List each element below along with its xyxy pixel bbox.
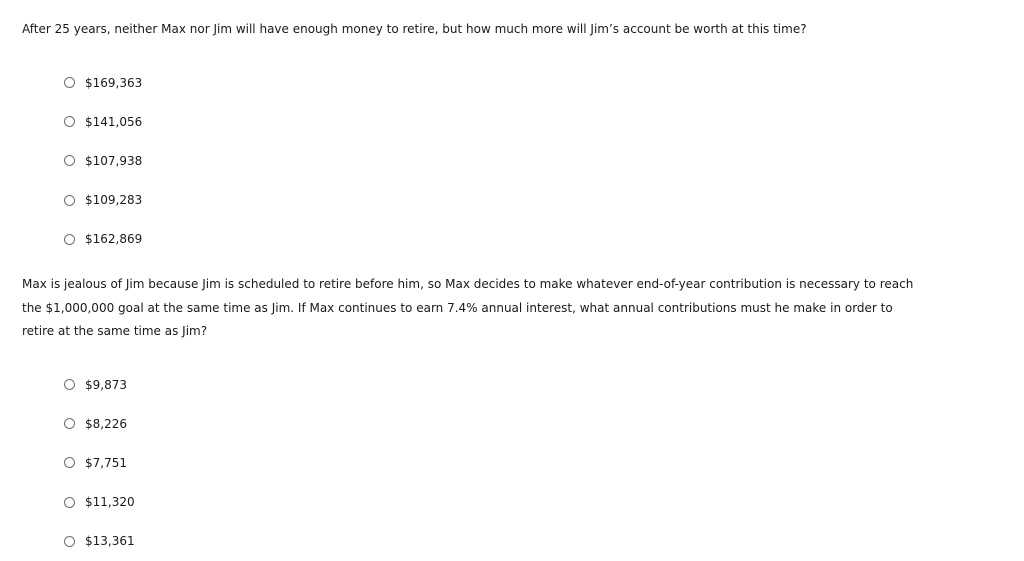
option-label: $109,283	[85, 193, 143, 208]
option-label: $11,320	[85, 495, 135, 510]
radio-button[interactable]	[64, 77, 75, 88]
radio-button[interactable]	[64, 234, 75, 245]
question-2-option-2[interactable]	[64, 404, 135, 443]
option-label: $169,363	[85, 75, 143, 90]
option-label: $13,361	[85, 534, 135, 549]
option-label: $8,226	[85, 416, 127, 431]
question-2-option-3[interactable]	[64, 443, 135, 482]
question-2-option-1[interactable]	[64, 365, 135, 404]
radio-button[interactable]	[64, 497, 75, 508]
question-2-text: Max is jealous of Jim because Jim is scheduled to retire before him, so Max decides to make whatever end-of-year contribution is necessary to reach the $1,000,000 goal at the same time as Jim. If Max continues to earn 7.4% annual interest, what annual contributions must he make in order to retire at the same time as Jim?	[22, 277, 914, 338]
radio-button[interactable]	[64, 536, 75, 547]
question-1-text: After 25 years, neither Max nor Jim will have enough money to retire, but how much more will Jim’s account be worth at this time?	[22, 22, 807, 36]
option-label: $107,938	[85, 153, 143, 168]
question-2-option-4[interactable]	[64, 483, 135, 522]
radio-button[interactable]	[64, 195, 75, 206]
question-1-option-2[interactable]	[64, 102, 142, 141]
radio-button[interactable]	[64, 155, 75, 166]
option-label: $7,751	[85, 455, 127, 470]
radio-button[interactable]	[64, 457, 75, 468]
radio-button[interactable]	[64, 379, 75, 390]
question-1-options	[64, 63, 142, 259]
question-1-option-3[interactable]	[64, 141, 142, 180]
option-label: $162,869	[85, 232, 143, 247]
question-1-option-1[interactable]	[64, 63, 142, 102]
question-2-option-5[interactable]	[64, 522, 135, 561]
option-label: $141,056	[85, 114, 143, 129]
question-2-options	[64, 365, 135, 561]
question-1-option-4[interactable]	[64, 181, 142, 220]
radio-button[interactable]	[64, 418, 75, 429]
radio-button[interactable]	[64, 116, 75, 127]
question-1-option-5[interactable]	[64, 220, 142, 259]
option-label: $9,873	[85, 377, 127, 392]
